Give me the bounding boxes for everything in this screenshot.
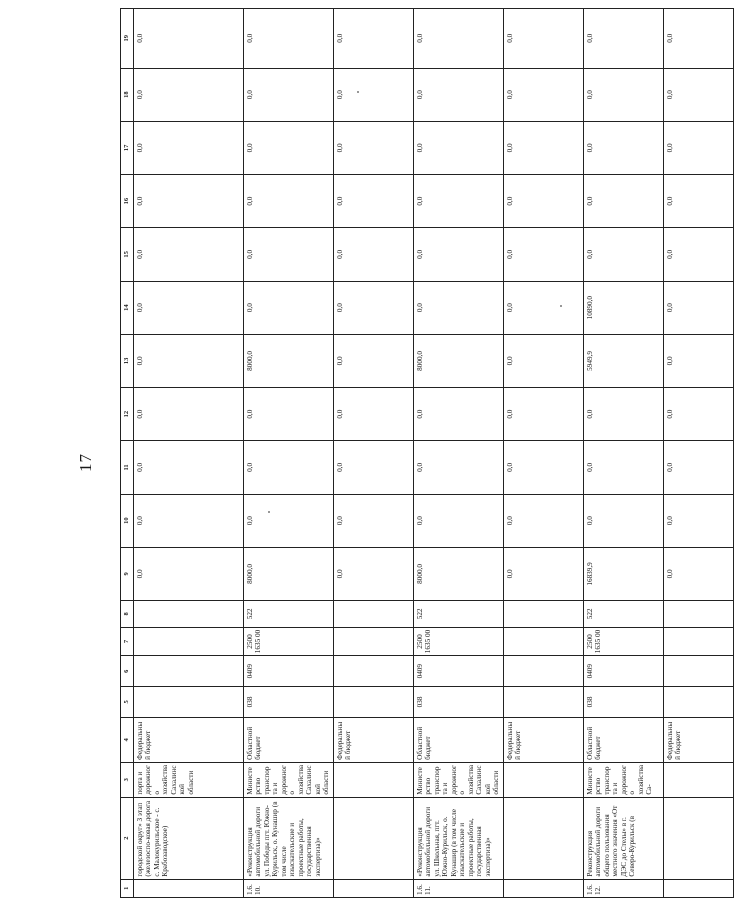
amount-cell: 0,0 [134,68,244,121]
amount-cell: 0,0 [413,175,503,228]
col-number: 3 [121,762,134,797]
code-cell [663,687,733,718]
executor-cell: Министерство транспорта и дорожного хозяйства Сахалинской области [244,762,334,797]
code-cell [663,656,733,687]
amount-cell: 0,0 [134,388,244,441]
code-cell: 2500 1635 00 [583,627,663,656]
col-number: 4 [121,717,134,762]
measure-name-cell [503,797,583,879]
col-number: 12 [121,388,134,441]
col-number: 10 [121,494,134,547]
amount-cell: 0,0 [583,121,663,174]
row-number-cell [134,879,244,897]
amount-cell: 10890,0 [583,281,663,334]
measure-name-cell: «Реконструкция автомобильной дороги ул. Школьная, пгт. Южно-Курильск, о. Кунашир (в том числе изыскательские и проектные работы, государственная экспертиза)» [413,797,503,879]
measure-name-cell: «Реконструкция автомобильной дороги ул. Победы пгт. Южно-Курильск, о. Кунашир (в том числе изыскательские и проектные работы, государственная экспертиза)» [244,797,334,879]
table-row [503,9,583,898]
amount-cell: 0,0 [333,281,413,334]
code-cell: 038 [413,687,503,718]
table-row [583,9,663,898]
code-cell: 038 [583,687,663,718]
executor-cell: порта и дорожного хозяйства Сахалинской области [134,762,244,797]
scan-speck [268,511,270,513]
amount-cell: 0,0 [503,68,583,121]
amount-cell: 0,0 [333,9,413,69]
amount-cell: 0,0 [244,281,334,334]
amount-cell: 0,0 [503,494,583,547]
amount-cell: 5949,9 [583,334,663,387]
row-number-cell [333,879,413,897]
amount-cell: 0,0 [663,228,733,281]
amount-cell: 8000,0 [413,547,503,600]
code-cell [134,687,244,718]
amount-cell: 0,0 [333,228,413,281]
row-number-cell [663,879,733,897]
amount-cell: 0,0 [413,9,503,69]
code-cell [503,687,583,718]
measure-name-cell [333,797,413,879]
col-number: 14 [121,281,134,334]
amount-cell: 0,0 [413,388,503,441]
amount-cell: 0,0 [503,175,583,228]
executor-cell [503,762,583,797]
amount-cell: 0,0 [134,441,244,494]
amount-cell: 0,0 [244,175,334,228]
amount-cell: 0,0 [413,68,503,121]
amount-cell: 0,0 [134,228,244,281]
row-number-cell: 1.6.10. [244,879,334,897]
col-number: 16 [121,175,134,228]
amount-cell: 0,0 [663,494,733,547]
amount-cell: 0,0 [583,388,663,441]
funding-source-cell: Областной бюджет [244,717,334,762]
row-number-cell: 1.6.12. [583,879,663,897]
amount-cell: 0,0 [244,228,334,281]
amount-cell: 0,0 [503,121,583,174]
table-row [134,9,244,898]
amount-cell: 8000,0 [244,547,334,600]
col-number: 2 [121,797,134,879]
amount-cell: 0,0 [583,228,663,281]
code-cell [333,656,413,687]
code-cell [333,687,413,718]
table-body [134,9,734,898]
col-number: 9 [121,547,134,600]
code-cell: 0409 [413,656,503,687]
amount-cell: 0,0 [244,121,334,174]
col-number: 11 [121,441,134,494]
amount-cell: 0,0 [583,441,663,494]
col-number: 15 [121,228,134,281]
code-cell [663,601,733,628]
funding-source-cell: Федеральный бюджет [663,717,733,762]
amount-cell: 0,0 [134,494,244,547]
measure-name-cell: городской округ» 3 этап (железоспо-ковая дорога с. Малокурильское - с. Крабозаводское) [134,797,244,879]
amount-cell: 0,0 [503,281,583,334]
amount-cell: 0,0 [663,121,733,174]
amount-cell: 0,0 [413,494,503,547]
amount-cell: 0,0 [134,547,244,600]
table-row [244,9,334,898]
scan-speck [560,305,562,307]
amount-cell: 0,0 [503,547,583,600]
funding-source-cell: Федеральный бюджет [333,717,413,762]
table-row [663,9,733,898]
amount-cell: 0,0 [413,281,503,334]
amount-cell: 0,0 [333,68,413,121]
amount-cell: 0,0 [583,68,663,121]
amount-cell: 0,0 [333,388,413,441]
scan-speck [357,91,359,93]
amount-cell: 0,0 [583,494,663,547]
amount-cell: 0,0 [244,9,334,69]
column-number-row [121,9,134,898]
amount-cell: 0,0 [333,334,413,387]
row-number-cell [503,879,583,897]
code-cell: 522 [413,601,503,628]
amount-cell: 0,0 [134,121,244,174]
col-number: 17 [121,121,134,174]
code-cell [503,656,583,687]
amount-cell: 16839,9 [583,547,663,600]
funding-source-cell: Областной бюджет [583,717,663,762]
measure-name-cell: Реконструкция автомобильной дороги общего пользования местного значения «От ДЭС до Стелы» в г. Северо-Курильск (в [583,797,663,879]
amount-cell: 0,0 [413,228,503,281]
amount-cell: 0,0 [244,68,334,121]
amount-cell: 0,0 [583,175,663,228]
amount-cell: 0,0 [244,441,334,494]
code-cell: 522 [583,601,663,628]
code-cell [134,627,244,656]
amount-cell: 0,0 [333,175,413,228]
code-cell [333,601,413,628]
funding-source-cell: Федеральный бюджет [503,717,583,762]
col-number: 18 [121,68,134,121]
amount-cell: 0,0 [134,175,244,228]
table-row [333,9,413,898]
code-cell: 522 [244,601,334,628]
budget-table [120,8,734,898]
col-number: 1 [121,879,134,897]
code-cell [503,627,583,656]
amount-cell: 0,0 [333,494,413,547]
col-number: 19 [121,9,134,69]
amount-cell: 0,0 [503,228,583,281]
code-cell: 0409 [583,656,663,687]
executor-cell: Министерство транспорта и дорожного хозяйства Са- [583,762,663,797]
amount-cell: 0,0 [663,9,733,69]
amount-cell: 0,0 [663,334,733,387]
amount-cell: 0,0 [413,441,503,494]
amount-cell: 0,0 [663,68,733,121]
code-cell [134,601,244,628]
col-number: 6 [121,656,134,687]
code-cell [134,656,244,687]
funding-source-cell: Областной бюджет [413,717,503,762]
measure-name-cell [663,797,733,879]
amount-cell: 0,0 [413,121,503,174]
amount-cell: 0,0 [333,441,413,494]
amount-cell: 0,0 [134,281,244,334]
amount-cell: 0,0 [134,9,244,69]
code-cell: 0409 [244,656,334,687]
amount-cell: 0,0 [244,388,334,441]
amount-cell: 0,0 [503,334,583,387]
executor-cell [663,762,733,797]
amount-cell: 0,0 [503,9,583,69]
amount-cell: 0,0 [663,175,733,228]
row-number-cell: 1.6.11. [413,879,503,897]
col-number: 13 [121,334,134,387]
amount-cell: 0,0 [663,547,733,600]
amount-cell: 0,0 [663,441,733,494]
executor-cell [333,762,413,797]
col-number: 8 [121,601,134,628]
amount-cell: 0,0 [663,388,733,441]
amount-cell: 0,0 [503,388,583,441]
code-cell: 2500 1635 00 [244,627,334,656]
amount-cell: 0,0 [503,441,583,494]
code-cell [503,601,583,628]
amount-cell: 8000,0 [244,334,334,387]
col-number: 7 [121,627,134,656]
amount-cell: 0,0 [244,494,334,547]
amount-cell: 0,0 [663,281,733,334]
executor-cell: Министерство транспорта и дорожного хозяйства Сахалинской области [413,762,503,797]
table-row [413,9,503,898]
amount-cell: 0,0 [583,9,663,69]
amount-cell: 0,0 [134,334,244,387]
page-number: 17 [76,453,95,472]
col-number: 5 [121,687,134,718]
code-cell: 038 [244,687,334,718]
amount-cell: 8000,0 [413,334,503,387]
code-cell [663,627,733,656]
funding-source-cell: Федеральный бюджет [134,717,244,762]
amount-cell: 0,0 [333,121,413,174]
amount-cell: 0,0 [333,547,413,600]
code-cell: 2500 1635 00 [413,627,503,656]
code-cell [333,627,413,656]
